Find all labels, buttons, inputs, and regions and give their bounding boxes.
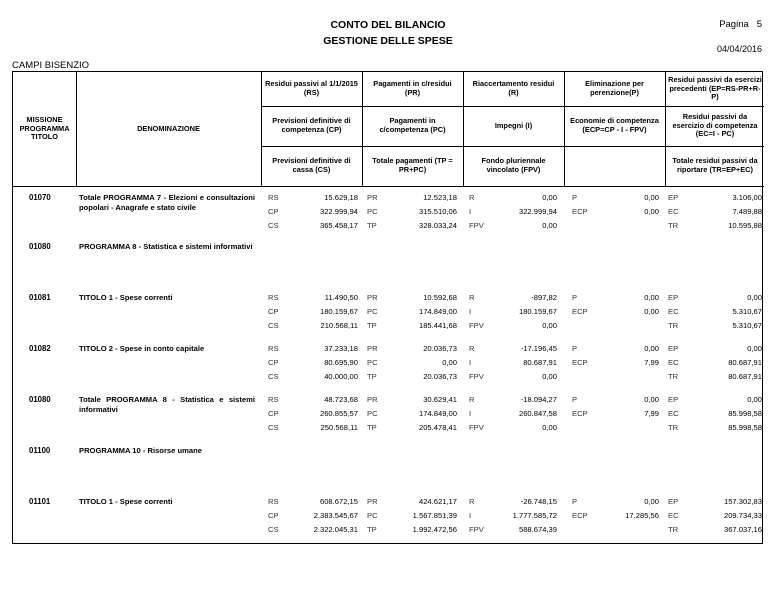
value-label: TR xyxy=(668,372,679,381)
report-subtitle: GESTIONE DELLE SPESE xyxy=(323,35,453,47)
value-cell: 328.033,24 xyxy=(418,221,457,230)
value-cell: 80.687,91 xyxy=(728,372,762,381)
value-label: R xyxy=(469,293,475,302)
value-cell: 250.568,11 xyxy=(320,423,358,432)
value-label: RS xyxy=(268,497,279,506)
value-cell: 185.441,68 xyxy=(418,321,457,330)
value-label: RS xyxy=(268,293,279,302)
value-cell: 80.687,91 xyxy=(728,358,762,367)
value-label: TP xyxy=(367,525,377,534)
page-indicator xyxy=(719,19,762,30)
value-cell: 0,00 xyxy=(644,395,659,404)
col-denominazione: DENOMINAZIONE xyxy=(137,123,200,133)
col-i: Impegni (I) xyxy=(494,120,533,130)
value-cell: 85.998,58 xyxy=(728,409,762,418)
value-label: TR xyxy=(668,221,679,230)
value-cell: 85.998,58 xyxy=(728,423,762,432)
value-cell: 0,00 xyxy=(644,293,659,302)
value-cell: 180.159,67 xyxy=(518,307,557,316)
value-label: ECP xyxy=(572,409,588,418)
col-ep: Residui passivi da esercizi precedenti (EP=RS-PR+R-P) xyxy=(668,74,762,102)
value-cell: 40.000,00 xyxy=(324,372,358,381)
value-cell: 2.383.545,67 xyxy=(313,511,358,520)
row-description: Totale PROGRAMMA 7 - Elezioni e consultazioni popolari - Anagrafe e stato civile xyxy=(79,193,255,212)
value-cell: 322.999,94 xyxy=(319,207,358,216)
value-cell: 0,00 xyxy=(542,423,557,432)
row-description: TITOLO 1 - Spese correnti xyxy=(79,293,173,302)
value-cell: 180.159,67 xyxy=(319,307,358,316)
value-label: P xyxy=(572,395,578,404)
value-cell: 11.490,50 xyxy=(324,293,358,302)
value-cell: 174.849,00 xyxy=(418,307,457,316)
value-label: FPV xyxy=(469,372,484,381)
row-code: 01080 xyxy=(29,242,51,251)
value-label: CS xyxy=(268,372,279,381)
value-cell: 12.523,18 xyxy=(423,193,457,202)
col-rs: Residui passivi al 1/1/2015 (RS) xyxy=(265,79,358,97)
value-cell: 0,00 xyxy=(644,497,659,506)
value-cell: 20.036,73 xyxy=(423,344,457,353)
value-cell: 0,00 xyxy=(542,321,557,330)
value-cell: 1.777.585,72 xyxy=(512,511,557,520)
value-label: P xyxy=(572,497,578,506)
value-cell: 17.285,56 xyxy=(625,511,659,520)
value-cell: 322.999,94 xyxy=(518,207,557,216)
value-label: RS xyxy=(268,193,279,202)
value-label: EC xyxy=(668,307,679,316)
col-fpv: Fondo pluriennale vincolato (FPV) xyxy=(481,156,546,174)
row-description: PROGRAMMA 8 - Statistica e sistemi informativi xyxy=(79,242,253,251)
value-label: TP xyxy=(367,321,377,330)
value-label: P xyxy=(572,344,578,353)
value-cell: 0,00 xyxy=(542,372,557,381)
value-cell: -18.094,27 xyxy=(520,395,557,404)
row-code: 01100 xyxy=(29,446,51,455)
value-label: TR xyxy=(668,525,679,534)
value-label: ECP xyxy=(572,207,588,216)
value-label: FPV xyxy=(469,321,484,330)
value-label: PC xyxy=(367,409,378,418)
value-cell: 20.036,73 xyxy=(423,372,457,381)
value-label: CP xyxy=(268,511,279,520)
value-cell: 0,00 xyxy=(747,293,762,302)
value-label: EP xyxy=(668,497,679,506)
row-code: 01070 xyxy=(29,193,51,202)
value-cell: 0,00 xyxy=(644,207,659,216)
col-tr: Totale residui passivi da riportare (TR=EP+EC) xyxy=(672,156,758,174)
value-cell: 0,00 xyxy=(747,395,762,404)
value-cell: 424.621,17 xyxy=(418,497,457,506)
col-tp: Totale pagamenti (TP = PR+PC) xyxy=(372,156,453,174)
value-label: CS xyxy=(268,525,279,534)
value-label: FPV xyxy=(469,221,484,230)
value-label: CS xyxy=(268,423,279,432)
report-date: 04/04/2016 xyxy=(716,44,762,54)
value-cell: 210.568,11 xyxy=(320,321,358,330)
value-label: PR xyxy=(367,497,378,506)
value-cell: 1.992.472,56 xyxy=(412,525,457,534)
value-cell: 3.106,00 xyxy=(732,193,762,202)
value-label: CP xyxy=(268,307,279,316)
value-label: ECP xyxy=(572,511,588,520)
value-cell: 0,00 xyxy=(644,344,659,353)
col-pc: Pagamenti in c/competenza (PC) xyxy=(379,116,446,134)
row-description: TITOLO 2 - Spese in conto capitale xyxy=(79,344,205,353)
value-cell: 10.595,88 xyxy=(728,221,762,230)
value-label: PR xyxy=(367,193,378,202)
col-ecp: Economie di competenza (ECP=CP - I - FPV) xyxy=(570,116,659,134)
value-cell: 2.322.045,31 xyxy=(313,525,358,534)
value-label: PR xyxy=(367,293,378,302)
value-label: TP xyxy=(367,221,377,230)
col-r: Riaccertamento residui (R) xyxy=(472,79,555,97)
entity-name: CAMPI BISENZIO xyxy=(12,60,90,71)
value-label: EP xyxy=(668,395,679,404)
value-cell: 315.510,06 xyxy=(418,207,457,216)
value-label: ECP xyxy=(572,307,588,316)
value-cell: 588.674,39 xyxy=(518,525,557,534)
value-cell: -26.748,15 xyxy=(520,497,557,506)
report-table xyxy=(12,71,763,544)
page-label: Pagina xyxy=(719,19,749,30)
col-p: Eliminazione per perenzione(P) xyxy=(585,79,644,97)
value-cell: 0,00 xyxy=(644,307,659,316)
value-label: CP xyxy=(268,409,279,418)
col-cp: Previsioni definitive di competenza (CP) xyxy=(272,116,351,134)
value-label: PC xyxy=(367,207,378,216)
value-label: R xyxy=(469,497,475,506)
row-code: 01101 xyxy=(29,497,51,506)
value-label: EP xyxy=(668,344,679,353)
value-cell: 608.672,15 xyxy=(319,497,358,506)
value-label: I xyxy=(469,409,472,418)
value-cell: 80.695,90 xyxy=(324,358,358,367)
row-code: 01080 xyxy=(29,395,51,404)
value-cell: 15.629,18 xyxy=(324,193,358,202)
value-label: TR xyxy=(668,423,679,432)
value-cell: 157.302,83 xyxy=(723,497,762,506)
value-label: I xyxy=(469,358,472,367)
value-label: R xyxy=(469,193,475,202)
value-label: TP xyxy=(367,372,377,381)
value-label: RS xyxy=(268,344,279,353)
row-code: 01082 xyxy=(29,344,51,353)
value-cell: 0,00 xyxy=(644,193,659,202)
value-cell: 80.687,91 xyxy=(523,358,557,367)
value-cell: 260.847,58 xyxy=(518,409,557,418)
row-description: TITOLO 1 - Spese correnti xyxy=(79,497,173,506)
value-label: I xyxy=(469,307,472,316)
value-cell: 0,00 xyxy=(442,358,457,367)
value-label: EC xyxy=(668,358,679,367)
value-label: I xyxy=(469,207,472,216)
value-label: PC xyxy=(367,511,378,520)
value-cell: 174.849,00 xyxy=(418,409,457,418)
value-label: CS xyxy=(268,321,279,330)
value-cell: 48.723,68 xyxy=(324,395,358,404)
value-cell: 30.629,41 xyxy=(423,395,457,404)
col-ec: Residui passivi da esercizio di competenza (EC=I - PC) xyxy=(672,111,758,139)
col-missione: MISSIONE PROGRAMMA TITOLO xyxy=(19,114,70,142)
value-label: PC xyxy=(367,358,378,367)
row-description: PROGRAMMA 10 - Risorse umane xyxy=(79,446,202,455)
value-cell: 0,00 xyxy=(542,221,557,230)
value-label: FPV xyxy=(469,423,484,432)
page-number: 5 xyxy=(756,19,762,30)
row-code: 01081 xyxy=(29,293,51,302)
value-cell: 10.592,68 xyxy=(423,293,457,302)
value-label: P xyxy=(572,193,578,202)
value-cell: 205.478,41 xyxy=(418,423,457,432)
value-cell: 1.567.851,39 xyxy=(412,511,457,520)
col-cs: Previsioni definitive di cassa (CS) xyxy=(272,156,351,174)
value-cell: 0,00 xyxy=(542,193,557,202)
value-cell: 7,99 xyxy=(644,409,659,418)
value-label: EP xyxy=(668,193,679,202)
value-cell: 5.310,67 xyxy=(732,307,762,316)
value-cell: 260.855,57 xyxy=(319,409,358,418)
value-label: ECP xyxy=(572,358,588,367)
value-label: I xyxy=(469,511,472,520)
value-label: R xyxy=(469,395,475,404)
value-cell: 367.037,16 xyxy=(723,525,762,534)
report-title: CONTO DEL BILANCIO xyxy=(330,19,446,31)
value-label: EC xyxy=(668,511,679,520)
value-cell: -897,82 xyxy=(531,293,557,302)
value-label: CS xyxy=(268,221,279,230)
value-label: TR xyxy=(668,321,679,330)
value-cell: 5.310,67 xyxy=(732,321,762,330)
value-cell: 209.734,33 xyxy=(723,511,762,520)
value-label: EC xyxy=(668,207,679,216)
value-label: TP xyxy=(367,423,377,432)
value-cell: 0,00 xyxy=(747,344,762,353)
value-cell: 7,99 xyxy=(644,358,659,367)
value-cell: 7.489,88 xyxy=(732,207,762,216)
value-label: FPV xyxy=(469,525,484,534)
value-label: CP xyxy=(268,358,279,367)
value-cell: -17.196,45 xyxy=(520,344,557,353)
value-cell: 37.233,18 xyxy=(324,344,358,353)
value-label: PR xyxy=(367,344,378,353)
value-cell: 365.458,17 xyxy=(319,221,358,230)
col-pr: Pagamenti in c/residui (PR) xyxy=(373,79,452,97)
value-label: EC xyxy=(668,409,679,418)
value-label: R xyxy=(469,344,475,353)
value-label: PR xyxy=(367,395,378,404)
value-label: EP xyxy=(668,293,679,302)
value-label: P xyxy=(572,293,578,302)
value-label: PC xyxy=(367,307,378,316)
row-description: Totale PROGRAMMA 8 - Statistica e sistemi informativi xyxy=(79,395,255,414)
value-label: RS xyxy=(268,395,279,404)
value-label: CP xyxy=(268,207,279,216)
